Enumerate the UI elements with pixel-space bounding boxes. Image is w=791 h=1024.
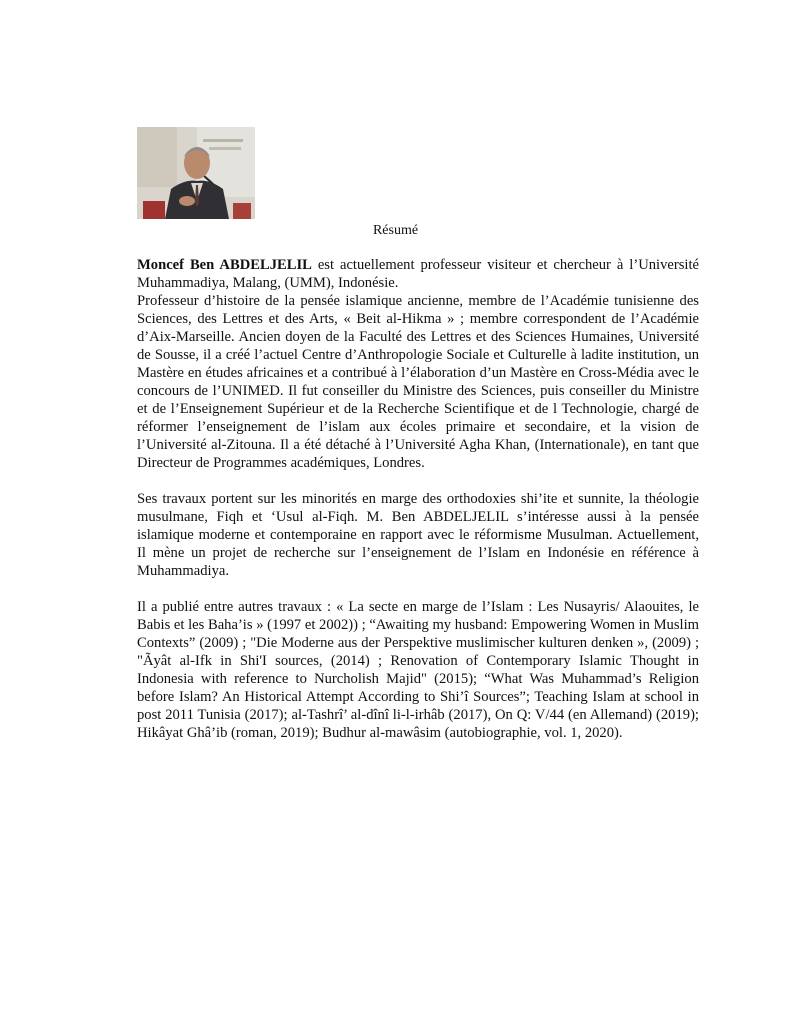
career-paragraph: Professeur d’histoire de la pensée islamique ancienne, membre de l’Académie tunisienne des Sciences, des Lettres et des Arts, « Beit al-Hikma » ; membre correspondent de l’Académie d’Aix-Marseille. Ancien doyen de la Faculté des Lettres et des Sciences Humaines, Université de Sousse, il a créé l’actuel Centre d’Anthropologie Sociale et Culturelle à ladite institution, un Mastère en études africaines et a contribué à l’élaboration d’un Mastère en Cross-Média avec le concours de l’UNIMED. Il fut conseiller du Ministre des Sciences, puis conseiller du Ministre et de l’Enseignement Supérieur et de la Recherche Scientifique et de l Technologie, chargé de réformer l’enseignement de l’islam aux écoles primaire et secondaire, et la vision de l’Université al-Zitouna. Il a été détaché à l’Université Agha Khan, (Internationale), en tant que Directeur de Programmes académiques, Londres. xyxy=(137,293,699,471)
portrait-photo xyxy=(137,127,255,219)
page-title: Résumé xyxy=(372,223,419,238)
person-name: Moncef Ben ABDELJELIL xyxy=(137,257,312,273)
resume-body xyxy=(137,256,699,742)
intro-text: est actuellement professeur visiteur et chercheur à l’Université Muhammadiya, Malang, (UMM), Indonésie. xyxy=(137,257,699,291)
publications-paragraph: Il a publié entre autres travaux : « La secte en marge de l’Islam : Les Nusayris/ Alaouites, le Babis et les Baha’is » (1997 et 2002)) ; “Awaiting my husband: Empowering Women in Muslim Contexts” (2009) ; "Die Moderne aus der Perspektive muslimischer kulturen denken », (2009) ; "Ãyât al-Ifk in Shi'I sources, (2014) ; Renovation of Contemporary Islamic Thought in Indonesia with reference to Nurcholish Majid" (2015); “What Was Muhammad’s Religion before Islam? An Historical Attempt According to Shi’î Sources”; Teaching Islam at school in post 2011 Tunisia (2017); al-Tashrî’ al-dînî li-l-irhâb (2017), On Q: V/44 (en Allemand) (2019); Hikâyat Ghâ’ib (roman, 2019); Budhur al-mawâsim (autobiographie, vol. 1, 2020). xyxy=(137,599,699,741)
intro-paragraph xyxy=(137,256,699,292)
research-paragraph: Ses travaux portent sur les minorités en marge des orthodoxies shi’ite et sunnite, la théologie musulmane, Fiqh et ‘Usul al-Fiqh. M. Ben ABDELJELIL s’intéresse aussi à la pensée islamique moderne et contemporaine en rapport avec le réformisme Musulman. Actuellement, Il mène un projet de recherche sur l’enseignement de l’Islam en Indonésie en référence à Muhammadiya. xyxy=(137,491,699,579)
